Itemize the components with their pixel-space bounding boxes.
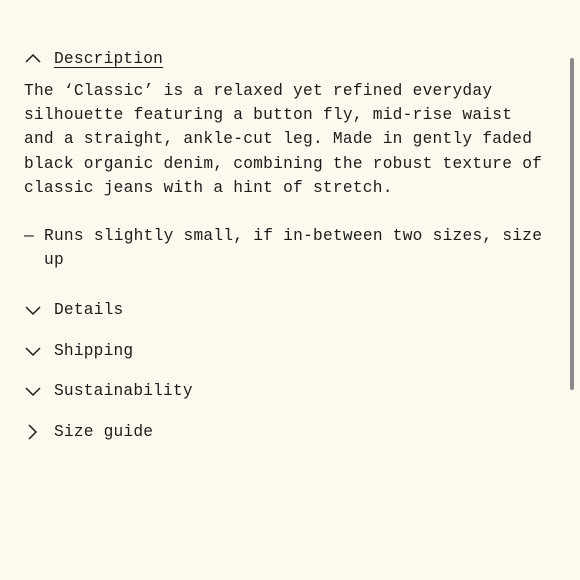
chevron-down-icon (24, 342, 42, 360)
note-dash: — (24, 227, 34, 246)
collapsed-sections (24, 297, 544, 445)
chevron-right-icon (24, 423, 42, 441)
chevron-down-icon (24, 382, 42, 400)
sustainability-toggle[interactable] (24, 378, 544, 404)
shipping-title: Shipping (54, 341, 134, 360)
chevron-up-icon (24, 50, 42, 68)
shipping-toggle[interactable] (24, 338, 544, 364)
description-toggle[interactable] (24, 46, 544, 72)
description-body: The ‘Classic’ is a relaxed yet refined everyday silhouette featuring a button fly, mid-rise waist and a straight, ankle-cut leg. Made in gently faded black organic denim, combining the robust texture of classic jeans with a hint of stretch. (24, 82, 543, 197)
vertical-scrollbar[interactable] (570, 58, 574, 390)
size-guide-title: Size guide (54, 422, 154, 441)
size-guide-toggle[interactable] (24, 419, 544, 445)
description-title: Description (54, 50, 164, 68)
product-accordion (24, 46, 544, 459)
details-toggle[interactable] (24, 297, 544, 323)
chevron-down-icon (24, 301, 42, 319)
details-title: Details (54, 301, 124, 320)
sustainability-title: Sustainability (54, 382, 193, 401)
size-note-text: Runs slightly small, if in-between two sizes, size up (44, 227, 543, 270)
size-note (24, 224, 544, 272)
